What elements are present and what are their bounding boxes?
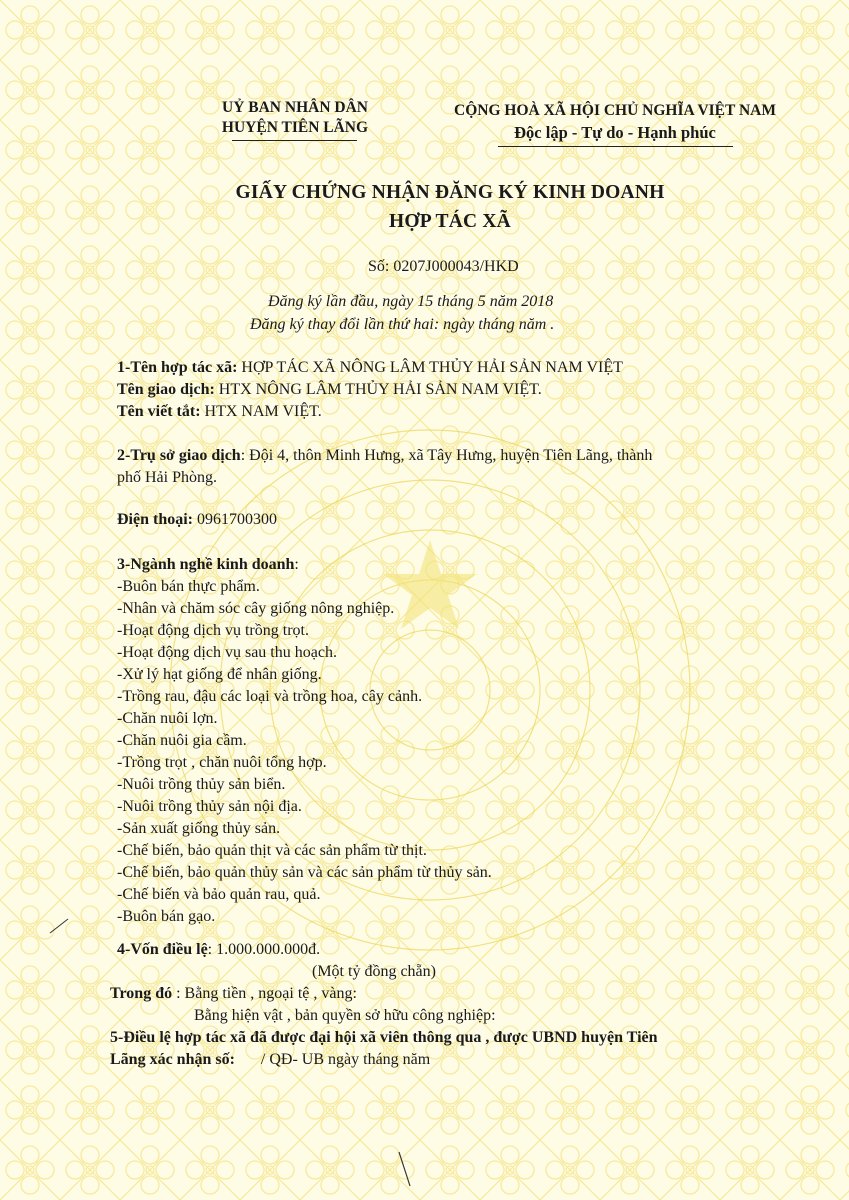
charter-capital-row [117, 940, 320, 960]
phone-value: 0961700300 [197, 511, 277, 528]
business-line-item: -Hoạt động dịch vụ trồng trọt. [117, 622, 309, 639]
cooperative-name-value: HỢP TÁC XÃ NÔNG LÂM THỦY HẢI SẢN NAM VIỆT [241, 359, 623, 376]
authority-underline [232, 140, 357, 141]
certificate-title: GIẤY CHỨNG NHẬN ĐĂNG KÝ KINH DOANH [235, 182, 665, 203]
address-line2: phố Hải Phòng. [117, 469, 217, 486]
business-lines-colon: : [294, 556, 299, 573]
short-name-row [117, 402, 322, 422]
business-line-item: -Chế biến, bảo quản thịt và các sản phẩm từ thịt. [117, 842, 427, 859]
business-line-item: -Xử lý hạt giống để nhân giống. [117, 666, 322, 683]
confirmation-number-label: Lãng xác nhận số: [110, 1051, 235, 1068]
business-line-item: -Chế biến và bảo quản rau, quả. [117, 886, 321, 903]
first-registration: Đăng ký lần đầu, ngày 15 tháng 5 năm 2018 [268, 293, 554, 310]
capital-breakdown-row [110, 984, 357, 1004]
national-title: CỘNG HOÀ XÃ HỘI CHỦ NGHĨA VIỆT NAM [454, 102, 776, 119]
trade-name-row [117, 380, 542, 400]
phone-label: Điện thoại: [117, 511, 193, 528]
business-lines-label: 3-Ngành nghề kinh doanh [117, 556, 295, 573]
business-line-item: -Nuôi trồng thủy sản biển. [117, 776, 286, 793]
business-line-item: -Sản xuất giống thủy sản. [117, 820, 281, 837]
trade-name-label: Tên giao dịch: [117, 381, 215, 398]
in-kind-capital: Bằng hiện vật , bản quyền sở hữu công nghiệp: [194, 1007, 496, 1024]
motto-underline [498, 146, 733, 147]
pen-mark-icon [48, 915, 72, 935]
short-name-label: Tên viết tắt: [117, 403, 201, 420]
certificate-subtitle: HỢP TÁC XÃ [389, 211, 511, 232]
business-line-item: -Trồng rau, đậu các loại và trồng hoa, cây cảnh. [117, 688, 423, 705]
certificate-number: Số: 0207J000043/HKD [368, 258, 519, 275]
address-row [117, 446, 652, 466]
business-line-item: -Buôn bán gạo. [117, 908, 216, 925]
capital-in-words: (Một tỷ đồng chẵn) [312, 963, 436, 980]
business-line-item: -Chăn nuôi lợn. [117, 710, 218, 727]
business-line-item: -Hoạt động dịch vụ sau thu hoạch. [117, 644, 337, 661]
charter-approval-line: 5-Điều lệ hợp tác xã đã được đại hội xã viên thông qua , được UBND huyện Tiên [110, 1029, 658, 1046]
change-registration: Đăng ký thay đổi lần thứ hai: ngày tháng năm . [250, 316, 555, 333]
business-line-item: -Nhân và chăm sóc cây giống nông nghiệp. [117, 600, 395, 617]
authority-line1: UỶ BAN NHÂN DÂN [222, 99, 368, 116]
charter-capital-value: : 1.000.000.000đ. [207, 941, 321, 958]
of-which-label: Trong đó [110, 985, 173, 1002]
short-name-value: HTX NAM VIỆT. [204, 403, 322, 420]
address-label: 2-Trụ sở giao dịch [117, 447, 241, 464]
business-line-item: -Nuôi trồng thủy sản nội địa. [117, 798, 302, 815]
cooperative-name-label: 1-Tên hợp tác xã: [117, 359, 238, 376]
trade-name-value: HTX NÔNG LÂM THỦY HẢI SẢN NAM VIỆT. [218, 381, 542, 398]
national-motto: Độc lập - Tự do - Hạnh phúc [514, 123, 716, 142]
confirmation-number-value: / QĐ- UB ngày tháng năm [260, 1051, 431, 1068]
business-lines-heading [117, 555, 299, 575]
business-line-item: -Chăn nuôi gia cầm. [117, 732, 247, 749]
pen-mark-icon [396, 1150, 416, 1190]
business-line-item: -Buôn bán thực phẩm. [117, 578, 260, 595]
of-which-value: : Bằng tiền , ngoại tệ , vàng: [176, 985, 357, 1002]
authority-line2: HUYỆN TIÊN LÃNG [221, 119, 369, 136]
phone-row [117, 510, 277, 530]
address-value: : Đội 4, thôn Minh Hưng, xã Tây Hưng, huyện Tiên Lãng, thành [240, 447, 653, 464]
business-line-item: -Chế biến, bảo quản thủy sản và các sản phẩm từ thủy sản. [117, 864, 492, 881]
charter-capital-label: 4-Vốn điều lệ [117, 941, 208, 958]
charter-confirmation-row [110, 1050, 430, 1070]
business-line-item: -Trồng trọt , chăn nuôi tổng hợp. [117, 754, 327, 771]
cooperative-name-row [117, 358, 623, 378]
